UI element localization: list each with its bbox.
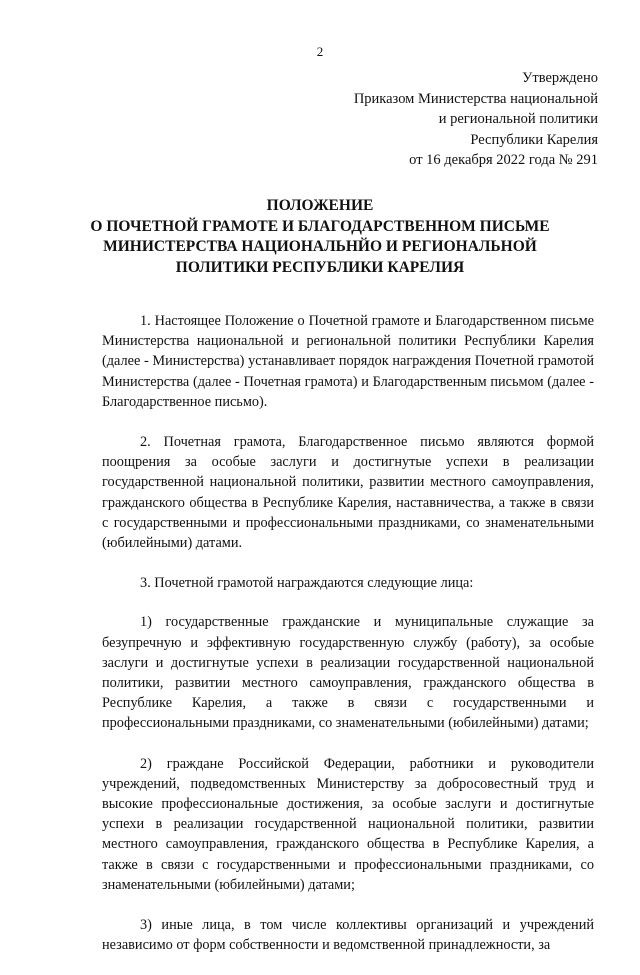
approval-line: Республики Карелия bbox=[470, 131, 598, 148]
approval-line: и региональной политики bbox=[438, 111, 598, 127]
title-line: МИНИСТЕРСТВА НАЦИОНАЛЬНЙО И РЕГИОНАЛЬНОЙ bbox=[103, 238, 537, 255]
title-line: ПОЛОЖЕНИЕ bbox=[266, 197, 374, 214]
approval-block bbox=[278, 68, 598, 171]
paragraph: 2) граждане Российской Федерации, работники и руководители учреждений, подведомственных Министерству за добросовестный труд и высокие профессиональные достижения, за особые заслуги и достигнутые успехи в реализации государственной национальной политики, развитии местного самоуправления, гражданского общества в Республике Карелия, а также в связи с государственными и профессиональными праздниками, со знаменательными (юбилейными) датами; bbox=[102, 755, 594, 893]
paragraph: 1. Настоящее Положение о Почетной грамоте и Благодарственном письме Министерства национальной и региональной политики Республики Карелия (далее - Министерства) устанавливает порядок награждения Почетной грамотой Министерства (далее - Почетная грамота) и Благодарственным письмом (далее - Благодарственное письмо). bbox=[102, 313, 594, 410]
title-line: ПОЛИТИКИ РЕСПУБЛИКИ КАРЕЛИЯ bbox=[175, 258, 465, 276]
approval-line: Утверждено bbox=[522, 70, 598, 86]
paragraph: 2. Почетная грамота, Благодарственное письмо являются формой поощрения за особые заслуги и достигнутые успехи в реализации государственной национальной политики, развитии местного самоуправления, гражданского общества в Республике Карелия, наставничества, а также в связи с государственными и профессиональными праздниками, со знаменательными (юбилейными) датами. bbox=[102, 434, 594, 552]
paragraph: 1) государственные гражданские и муниципальные служащие за безупречную и эффективную государственную службу (работу), за особые заслуги и достигнутые успехи в реализации государственной национальной политики, развитии местного самоуправления, гражданского общества в Республике Карелия, а также в связи с государственными и профессиональными праздниками, со знаменательными (юбилейными) датами; bbox=[102, 614, 594, 732]
paragraph: 3) иные лица, в том числе коллективы организаций и учреждений независимо от форм собственности и ведомственной принадлежности, за bbox=[102, 917, 594, 954]
document-body bbox=[102, 311, 594, 975]
approval-line: Приказом Министерства национальной bbox=[353, 90, 598, 107]
approval-line: от 16 декабря 2022 года № 291 bbox=[409, 152, 598, 168]
document-title bbox=[60, 196, 580, 278]
paragraph: 3. Почетной грамотой награждаются следующие лица: bbox=[140, 575, 474, 592]
title-line: О ПОЧЕТНОЙ ГРАМОТЕ И БЛАГОДАРСТВЕННОМ ПИСЬМЕ bbox=[90, 217, 550, 235]
page-number: 2 bbox=[316, 44, 324, 59]
